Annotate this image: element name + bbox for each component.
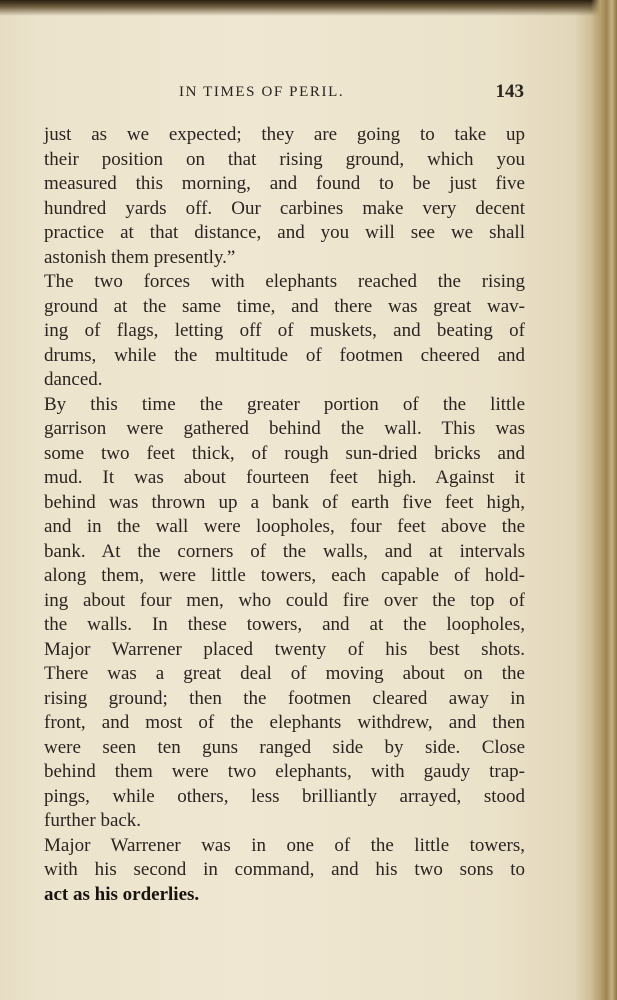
text-line: were seen ten guns ranged side by side. Close [44, 736, 525, 758]
text-line: Major Warrener placed twenty of his best shots. [44, 638, 525, 660]
text-line: further back. [44, 810, 142, 831]
page-binding-edge [591, 0, 617, 1000]
page-header [44, 80, 524, 106]
text-line: astonish them presently.” [44, 246, 236, 268]
text-line: behind was thrown up a bank of earth five feet high, [44, 491, 525, 513]
text-line: drums, while the multitude of footmen cheered and [44, 344, 525, 366]
text-line: measured this morning, and found to be just five [44, 173, 525, 194]
text-line: with his second in command, and his two sons to [44, 859, 525, 880]
text-line: There was a great deal of moving about on the [44, 663, 525, 684]
text-line: ing of flags, letting off of muskets, and beating of [44, 320, 525, 341]
text-line: practice at that distance, and you will see we shall [44, 222, 525, 243]
page-number: 143 [495, 81, 524, 102]
text-line: behind them were two elephants, with gaudy trap- [44, 761, 525, 782]
page-top-shadow [0, 0, 617, 16]
text-line: The two forces with elephants reached the rising [44, 271, 525, 292]
text-line: rising ground; then the footmen cleared away in [44, 687, 525, 709]
text-line: garrison were gathered behind the wall. This was [44, 418, 525, 439]
text-line: some two feet thick, of rough sun-dried bricks and [44, 442, 525, 464]
text-line: By this time the greater portion of the little [44, 393, 525, 415]
text-line: ing about four men, who could fire over the top of [44, 589, 525, 611]
text-line: along them, were little towers, each capable of hold- [44, 565, 525, 586]
text-line: just as we expected; they are going to take up [44, 124, 525, 145]
text-line: hundred yards off. Our carbines make very decent [44, 197, 525, 219]
text-line: mud. It was about fourteen feet high. Against it [44, 467, 525, 488]
text-line: danced. [44, 369, 103, 390]
text-line: bank. At the corners of the walls, and at intervals [44, 540, 525, 562]
text-line: pings, while others, less brilliantly arrayed, stood [44, 785, 525, 807]
text-line: act as his orderlies. [44, 883, 200, 905]
text-line: and in the wall were loopholes, four feet above the [44, 516, 525, 537]
text-line: the walls. In these towers, and at the loopholes, [44, 614, 525, 635]
text-line: ground at the same time, and there was great wav- [44, 295, 525, 317]
running-head: IN TIMES OF PERIL. [179, 84, 345, 100]
text-line: front, and most of the elephants withdrew, and then [44, 712, 525, 733]
text-line: Major Warrener was in one of the little towers, [44, 834, 525, 856]
text-line: their position on that rising ground, which you [44, 148, 525, 170]
body-text [44, 123, 525, 907]
